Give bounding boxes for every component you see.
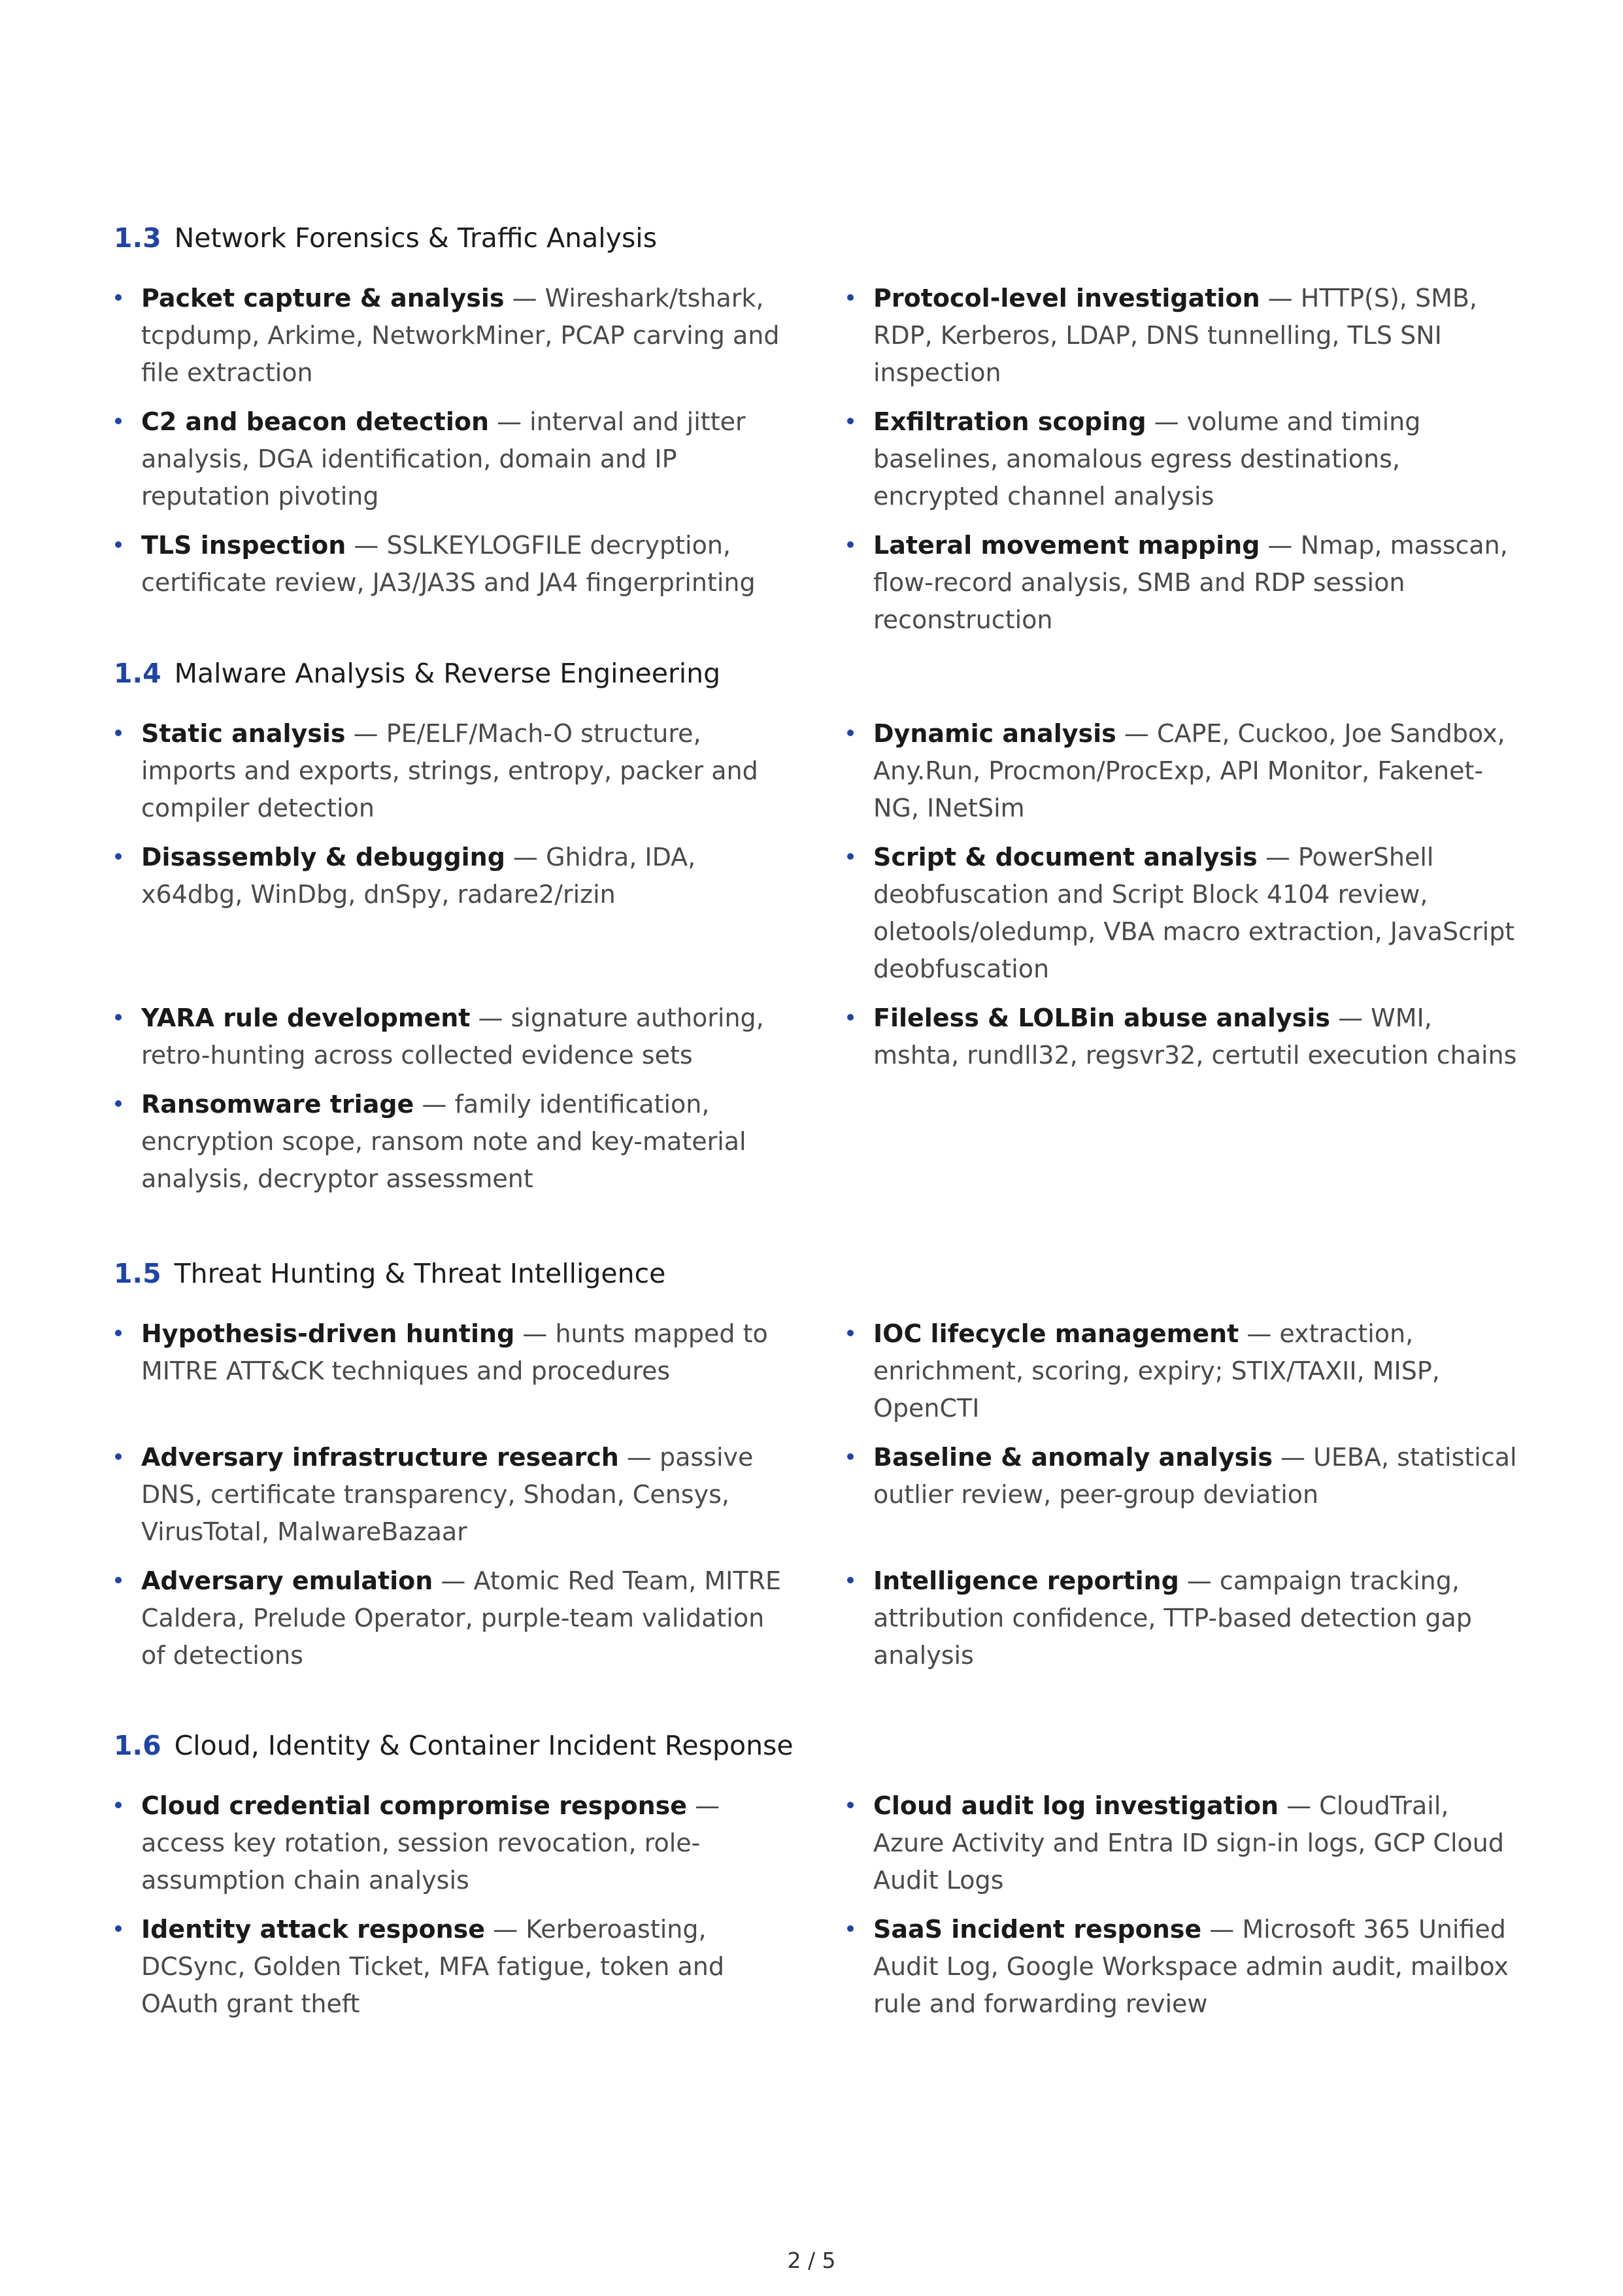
list-item bbox=[846, 715, 1519, 827]
item-text: — PowerShell deobfuscation and Script Block 4104 review, oletools/oledump, VBA macro extraction, JavaScript deobfuscation bbox=[873, 843, 1515, 983]
item-title: Fileless & LOLBin abuse analysis bbox=[873, 1004, 1330, 1032]
list-item bbox=[114, 839, 787, 988]
item-title: TLS inspection bbox=[141, 531, 346, 560]
list-item bbox=[846, 1439, 1519, 1551]
section-heading bbox=[114, 654, 720, 693]
item-title: Disassembly & debugging bbox=[141, 843, 505, 871]
item-text: — Wireshark/tshark, tcpdump, Arkime, NetworkMiner, PCAP carving and file extraction bbox=[141, 284, 780, 387]
bullet-list bbox=[114, 715, 1519, 1198]
list-item bbox=[114, 1439, 787, 1551]
item-title: IOC lifecycle management bbox=[873, 1319, 1239, 1348]
list-item bbox=[846, 1315, 1519, 1427]
section-number: 1.6 bbox=[114, 1730, 161, 1761]
item-text: — access key rotation, session revocation, role-assumption chain analysis bbox=[141, 1791, 720, 1895]
item-title: Identity attack response bbox=[141, 1915, 486, 1944]
item-text: — WMI, mshta, rundll32, regsvr32, certutil execution chains bbox=[873, 1004, 1517, 1070]
list-item bbox=[846, 839, 1519, 988]
section-heading bbox=[114, 1726, 794, 1765]
item-text: — interval and jitter analysis, DGA identification, domain and IP reputation pivoting bbox=[141, 407, 746, 511]
section-heading bbox=[114, 218, 657, 258]
item-title: Ransomware triage bbox=[141, 1090, 414, 1119]
item-text: — Kerberoasting, DCSync, Golden Ticket, MFA fatigue, token and OAuth grant theft bbox=[141, 1915, 724, 2018]
list-item bbox=[846, 1787, 1519, 1899]
item-text: — Atomic Red Team, MITRE Caldera, Prelude Operator, purple-team validation of detections bbox=[141, 1566, 782, 1670]
item-title: C2 and beacon detection bbox=[141, 407, 489, 436]
item-title: Adversary infrastructure research bbox=[141, 1443, 619, 1472]
list-item bbox=[114, 715, 787, 827]
list-item bbox=[114, 403, 787, 515]
list-item bbox=[114, 1787, 787, 1899]
item-text: — UEBA, statistical outlier review, peer-group deviation bbox=[873, 1443, 1517, 1509]
section-title: Network Forensics & Traffic Analysis bbox=[174, 222, 658, 254]
item-title: YARA rule development bbox=[141, 1004, 471, 1032]
bullet-list bbox=[114, 1787, 1519, 2023]
section-title: Threat Hunting & Threat Intelligence bbox=[174, 1258, 666, 1289]
item-title: SaaS incident response bbox=[873, 1915, 1202, 1944]
item-text: — signature authoring, retro-hunting across collected evidence sets bbox=[141, 1004, 764, 1070]
section-title: Malware Analysis & Reverse Engineering bbox=[174, 658, 721, 689]
list-item bbox=[114, 1315, 787, 1427]
item-title: Intelligence reporting bbox=[873, 1566, 1179, 1595]
item-text: — CloudTrail, Azure Activity and Entra ID sign-in logs, GCP Cloud Audit Logs bbox=[873, 1791, 1504, 1895]
section-title: Cloud, Identity & Container Incident Response bbox=[174, 1730, 794, 1761]
list-item bbox=[114, 1086, 787, 1198]
item-text: — Nmap, masscan, flow-record analysis, SMB and RDP session reconstruction bbox=[873, 531, 1508, 634]
item-text: — campaign tracking, attribution confidence, TTP-based detection gap analysis bbox=[873, 1566, 1472, 1670]
item-text: — volume and timing baselines, anomalous egress destinations, encrypted channel analysis bbox=[873, 407, 1421, 511]
item-title: Baseline & anomaly analysis bbox=[873, 1443, 1273, 1472]
item-title: Lateral movement mapping bbox=[873, 531, 1260, 560]
bullet-list bbox=[114, 280, 1519, 639]
item-title: Script & document analysis bbox=[873, 843, 1258, 871]
item-text: — extraction, enrichment, scoring, expiry; STIX/TAXII, MISP, OpenCTI bbox=[873, 1319, 1440, 1423]
item-title: Static analysis bbox=[141, 719, 346, 748]
list-item bbox=[846, 527, 1519, 639]
item-text: — Microsoft 365 Unified Audit Log, Google Workspace admin audit, mailbox rule and forwarding review bbox=[873, 1915, 1509, 2018]
item-title: Dynamic analysis bbox=[873, 719, 1116, 748]
item-text: — CAPE, Cuckoo, Joe Sandbox, Any.Run, Procmon/ProcExp, API Monitor, Fakenet-NG, INetSim bbox=[873, 719, 1505, 822]
list-item bbox=[846, 403, 1519, 515]
item-text: — Ghidra, IDA, x64dbg, WinDbg, dnSpy, radare2/rizin bbox=[141, 843, 696, 909]
section-number: 1.5 bbox=[114, 1258, 161, 1289]
bullet-list bbox=[114, 1315, 1519, 1674]
list-item bbox=[114, 1000, 787, 1074]
page-number: 2 / 5 bbox=[787, 2248, 836, 2273]
list-item bbox=[114, 1911, 787, 2023]
item-text: — SSLKEYLOGFILE decryption, certificate review, JA3/JA3S and JA4 fingerprinting bbox=[141, 531, 756, 597]
list-item bbox=[846, 1000, 1519, 1074]
list-item bbox=[114, 1562, 787, 1674]
item-title: Exfiltration scoping bbox=[873, 407, 1146, 436]
item-title: Cloud audit log investigation bbox=[873, 1791, 1279, 1820]
list-item bbox=[846, 280, 1519, 392]
item-title: Hypothesis-driven hunting bbox=[141, 1319, 515, 1348]
item-text: — PE/ELF/Mach-O structure, imports and exports, strings, entropy, packer and compiler detection bbox=[141, 719, 758, 822]
section-number: 1.3 bbox=[114, 222, 161, 254]
item-text: — passive DNS, certificate transparency, Shodan, Censys, VirusTotal, MalwareBazaar bbox=[141, 1443, 754, 1546]
item-text: — family identification, encryption scope, ransom note and key-material analysis, decryptor assessment bbox=[141, 1090, 746, 1193]
item-title: Packet capture & analysis bbox=[141, 284, 505, 312]
list-item bbox=[846, 1562, 1519, 1674]
item-title: Adversary emulation bbox=[141, 1566, 433, 1595]
item-title: Protocol-level investigation bbox=[873, 284, 1260, 312]
section-number: 1.4 bbox=[114, 658, 161, 689]
item-text: — hunts mapped to MITRE ATT&CK techniques and procedures bbox=[141, 1319, 768, 1385]
item-text: — HTTP(S), SMB, RDP, Kerberos, LDAP, DNS tunnelling, TLS SNI inspection bbox=[873, 284, 1478, 387]
item-title: Cloud credential compromise response bbox=[141, 1791, 688, 1820]
list-item bbox=[846, 1911, 1519, 2023]
list-item bbox=[114, 527, 787, 639]
list-item bbox=[114, 280, 787, 392]
section-heading bbox=[114, 1254, 665, 1293]
